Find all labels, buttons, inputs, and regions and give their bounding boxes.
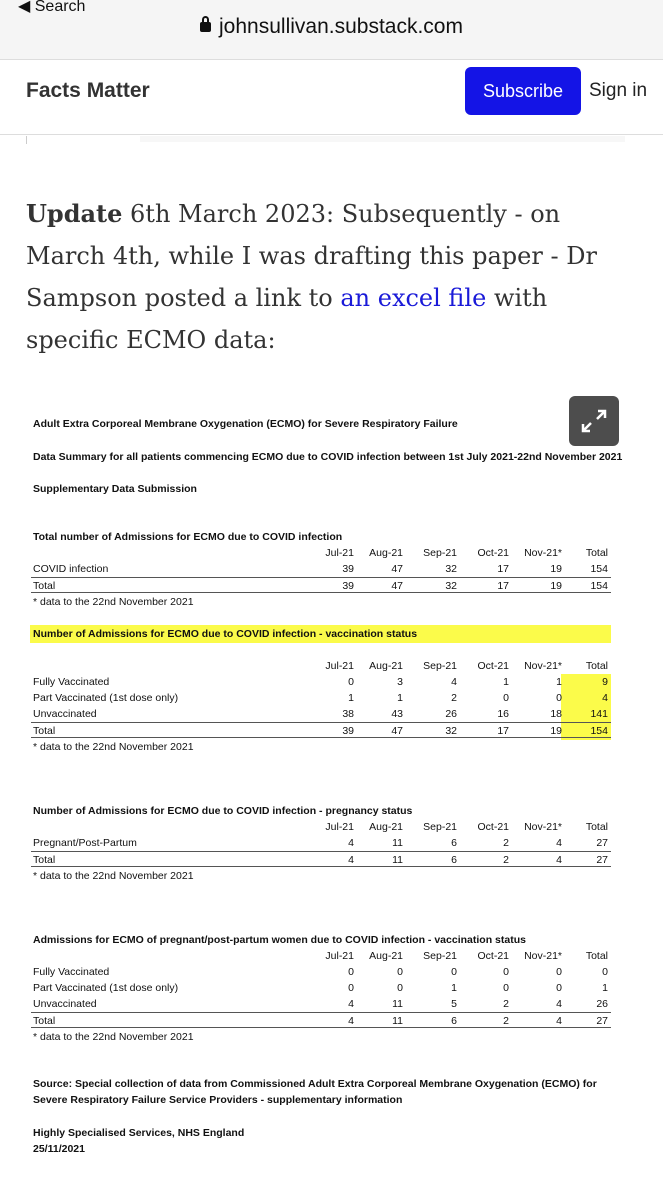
cell-value: 1	[556, 676, 562, 688]
cell-value: 32	[445, 563, 457, 575]
column-header: Sep-21	[423, 660, 457, 672]
table-row	[31, 835, 611, 851]
site-header	[0, 60, 663, 135]
column-header: Sep-21	[423, 821, 457, 833]
cell-value: 16	[497, 708, 509, 720]
column-header: Nov-21*	[524, 950, 562, 962]
cell-value: 2	[451, 692, 457, 704]
cell-value: 11	[392, 837, 403, 849]
row-label: Fully Vaccinated	[33, 966, 110, 978]
column-header: Total	[585, 660, 608, 672]
cell-value: 27	[596, 854, 608, 866]
cell-value: 5	[451, 998, 457, 1010]
table-row	[31, 706, 611, 722]
cell-value: 47	[391, 725, 403, 737]
cell-value: 6	[451, 837, 457, 849]
column-header: Nov-21*	[524, 660, 562, 672]
cell-value: 17	[497, 580, 509, 592]
cell-value: 4	[348, 1015, 354, 1027]
cell-value: 39	[342, 725, 354, 737]
cell-value: 11	[392, 998, 403, 1010]
column-header: Oct-21	[477, 950, 509, 962]
cell-value: 11	[392, 1015, 403, 1027]
row-label: Fully Vaccinated	[33, 676, 110, 688]
cell-value: 19	[550, 725, 562, 737]
cell-value: 2	[503, 854, 509, 866]
table-row	[31, 561, 611, 577]
cell-value: 9	[602, 676, 608, 688]
table-row	[31, 980, 611, 996]
back-to-search[interactable]: ◀ Search	[18, 0, 86, 15]
cell-value: 0	[503, 982, 509, 994]
cell-value: 0	[397, 982, 403, 994]
cell-value: 43	[391, 708, 403, 720]
back-label: Search	[34, 0, 86, 15]
cell-value: 4	[556, 854, 562, 866]
cell-value: 6	[451, 1015, 457, 1027]
table-header-row	[31, 658, 611, 674]
column-header: Nov-21*	[524, 547, 562, 559]
paragraph-text: 6th March 2023: Subsequently - on March 4th, while I was drafting this paper - Dr Sampson posted a link to	[26, 200, 597, 312]
table-row	[31, 964, 611, 980]
paragraph-text: with specific ECMO data:	[26, 284, 548, 354]
table-footnote: * data to the 22nd November 2021	[33, 741, 194, 753]
publication-name[interactable]: Facts Matter	[26, 79, 150, 102]
cell-value: 0	[397, 966, 403, 978]
column-header: Jul-21	[325, 950, 354, 962]
cell-value: 0	[503, 692, 509, 704]
browser-bar	[0, 0, 663, 60]
subscribe-button[interactable]: Subscribe	[465, 67, 581, 115]
cell-value: 27	[596, 1015, 608, 1027]
org-name: Highly Specialised Services, NHS England	[33, 1127, 245, 1139]
sheet-title: Adult Extra Corporeal Membrane Oxygenation (ECMO) for Severe Respiratory Failure	[33, 418, 458, 430]
column-header: Sep-21	[423, 950, 457, 962]
column-header: Total	[585, 950, 608, 962]
cell-value: 6	[451, 854, 457, 866]
cell-value: 4	[348, 837, 354, 849]
table-title: Total number of Admissions for ECMO due to COVID infection	[33, 531, 343, 543]
column-header: Oct-21	[477, 547, 509, 559]
cell-value: 17	[497, 563, 509, 575]
cell-value: 0	[348, 966, 354, 978]
row-label: Total	[33, 854, 56, 866]
table-footnote: * data to the 22nd November 2021	[33, 870, 194, 882]
table-header-row	[31, 948, 611, 964]
cell-value: 39	[342, 563, 354, 575]
lock-icon	[200, 22, 211, 32]
cell-value: 0	[503, 966, 509, 978]
column-header: Oct-21	[477, 660, 509, 672]
address-bar[interactable]	[0, 15, 663, 39]
column-header: Aug-21	[369, 821, 403, 833]
row-label: Total	[33, 1015, 56, 1027]
table-title: Number of Admissions for ECMO due to COVID infection - vaccination status	[33, 628, 418, 640]
cell-value: 11	[392, 854, 403, 866]
table-title: Admissions for ECMO of pregnant/post-partum women due to COVID infection - vaccination status	[33, 934, 526, 946]
cell-value: 38	[342, 708, 354, 720]
cell-value: 0	[556, 966, 562, 978]
cell-value: 154	[590, 725, 608, 737]
cell-value: 26	[445, 708, 457, 720]
article-paragraph	[26, 193, 636, 361]
table-header-row	[31, 819, 611, 835]
cell-value: 3	[397, 676, 403, 688]
expand-image-button[interactable]	[569, 396, 619, 446]
cell-value: 4	[348, 854, 354, 866]
excel-file-link[interactable]: an excel file	[340, 284, 487, 312]
cell-value: 4	[556, 837, 562, 849]
cell-value: 2	[503, 998, 509, 1010]
cell-value: 32	[445, 580, 457, 592]
column-header: Nov-21*	[524, 821, 562, 833]
url-text: johnsullivan.substack.com	[219, 15, 463, 38]
cell-value: 18	[550, 708, 562, 720]
cell-value: 1	[397, 692, 403, 704]
table-footnote: * data to the 22nd November 2021	[33, 596, 194, 608]
column-header: Total	[585, 547, 608, 559]
column-header: Jul-21	[325, 660, 354, 672]
cell-value: 19	[550, 580, 562, 592]
cell-value: 32	[445, 725, 457, 737]
row-label: COVID infection	[33, 563, 109, 575]
report-date: 25/11/2021	[33, 1143, 85, 1155]
row-label: Total	[33, 580, 56, 592]
column-header: Jul-21	[325, 821, 354, 833]
source-line-1: Source: Special collection of data from Commissioned Adult Extra Corporeal Membrane Oxygenation (ECMO) for	[33, 1078, 597, 1090]
table-row	[31, 674, 611, 690]
cell-value: 2	[503, 837, 509, 849]
cell-value: 4	[602, 692, 608, 704]
cell-value: 0	[451, 966, 457, 978]
cell-value: 0	[602, 966, 608, 978]
cell-value: 2	[503, 1015, 509, 1027]
cell-value: 4	[451, 676, 457, 688]
row-label: Unvaccinated	[33, 998, 97, 1010]
cell-value: 0	[348, 676, 354, 688]
table-row	[31, 577, 611, 593]
cell-value: 1	[602, 982, 608, 994]
table-title: Number of Admissions for ECMO due to COVID infection - pregnancy status	[33, 805, 413, 817]
cell-value: 1	[348, 692, 354, 704]
cell-value: 154	[590, 580, 608, 592]
cell-value: 141	[590, 708, 608, 720]
table-header-row	[31, 545, 611, 561]
cell-value: 47	[391, 580, 403, 592]
column-header: Aug-21	[369, 950, 403, 962]
update-label: Update	[26, 199, 123, 228]
cell-value: 4	[556, 1015, 562, 1027]
column-header: Sep-21	[423, 547, 457, 559]
row-label: Total	[33, 725, 56, 737]
cell-value: 1	[451, 982, 457, 994]
table-row	[31, 690, 611, 706]
cell-value: 154	[590, 563, 608, 575]
table-row	[31, 851, 611, 867]
row-label: Part Vaccinated (1st dose only)	[33, 982, 179, 994]
expand-icon	[569, 396, 619, 446]
cell-value: 26	[596, 998, 608, 1010]
row-label: Pregnant/Post-Partum	[33, 837, 137, 849]
cell-value: 4	[348, 998, 354, 1010]
cell-value: 39	[342, 580, 354, 592]
table-row	[31, 1012, 611, 1028]
column-header: Oct-21	[477, 821, 509, 833]
cell-value: 19	[550, 563, 562, 575]
cell-value: 4	[556, 998, 562, 1010]
column-header: Total	[585, 821, 608, 833]
column-header: Aug-21	[369, 547, 403, 559]
sign-in-link[interactable]: Sign in	[589, 80, 648, 101]
cell-value: 0	[556, 692, 562, 704]
cell-value: 27	[596, 837, 608, 849]
cell-value: 47	[391, 563, 403, 575]
sheet-subtitle: Data Summary for all patients commencing ECMO due to COVID infection between 1st July 2021-22nd November 2021	[33, 451, 623, 463]
row-label: Unvaccinated	[33, 708, 97, 720]
table-footnote: * data to the 22nd November 2021	[33, 1031, 194, 1043]
divider	[140, 136, 625, 142]
cell-value: 17	[497, 725, 509, 737]
column-header: Jul-21	[325, 547, 354, 559]
table-row	[31, 722, 611, 738]
sheet-submission: Supplementary Data Submission	[33, 483, 197, 495]
cell-value: 1	[503, 676, 509, 688]
column-header: Aug-21	[369, 660, 403, 672]
table-row	[31, 996, 611, 1012]
row-label: Part Vaccinated (1st dose only)	[33, 692, 179, 704]
cell-value: 0	[556, 982, 562, 994]
divider	[26, 136, 27, 144]
cell-value: 0	[348, 982, 354, 994]
source-line-2: Severe Respiratory Failure Service Providers - supplementary information	[33, 1094, 403, 1106]
